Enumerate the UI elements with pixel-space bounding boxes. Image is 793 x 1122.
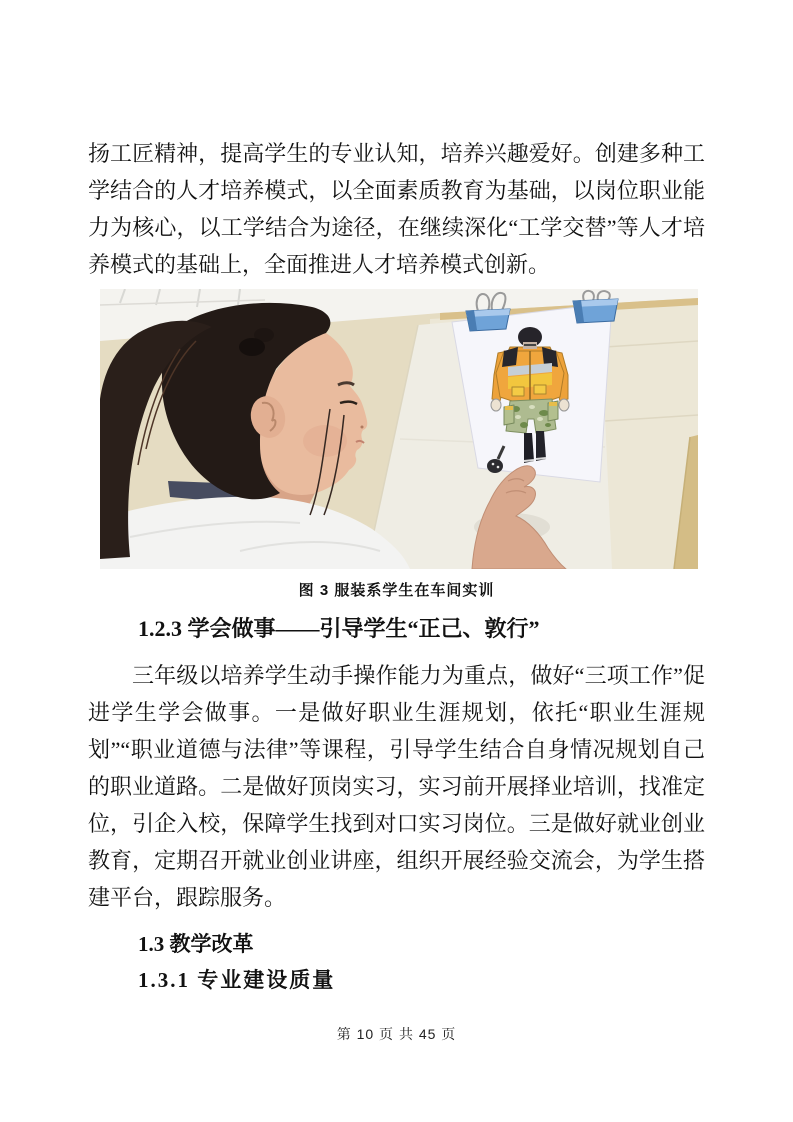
workshop-photo-illustration bbox=[100, 289, 698, 569]
heading-1-3-1: 1.3.1 专业建设质量 bbox=[138, 968, 336, 992]
page-number-footer: 第 10 页 共 45 页 bbox=[336, 1026, 457, 1042]
figure-caption: 图 3 服装系学生在车间实训 bbox=[298, 582, 495, 599]
heading-1-3: 1.3 教学改革 bbox=[138, 932, 254, 956]
paragraph-1: 扬工匠精神，提高学生的专业认知，培养兴趣爱好。创建多种工学结合的人才培养模式，以全面素质教育为基础，以岗位职业能力为核心，以工学结合为途径，在继续深化“工学交替”等人才培养模式的基础上，全面推进人才培养模式创新。 bbox=[88, 141, 705, 277]
figure-3 bbox=[88, 289, 705, 600]
figure-photo bbox=[100, 289, 698, 569]
heading-1-2-3: 1.2.3 学会做事——引导学生“正己、敦行” bbox=[138, 616, 540, 641]
paragraph-2: 三年级以培养学生动手操作能力为重点，做好“三项工作”促进学生学会做事。一是做好职业生涯规划，依托“职业生涯规划”“职业道德与法律”等课程，引导学生结合自身情况规划自己的职业道路。二是做好顶岗实习，实习前开展择业培训，找准定位，引企入校，保障学生找到对口实习岗位。三是做好就业创业教育，定期召开就业创业讲座，组织开展经验交流会，为学生搭建平台，跟踪服务。 bbox=[88, 663, 705, 910]
hair-tie bbox=[239, 338, 265, 356]
page-content bbox=[88, 135, 705, 995]
